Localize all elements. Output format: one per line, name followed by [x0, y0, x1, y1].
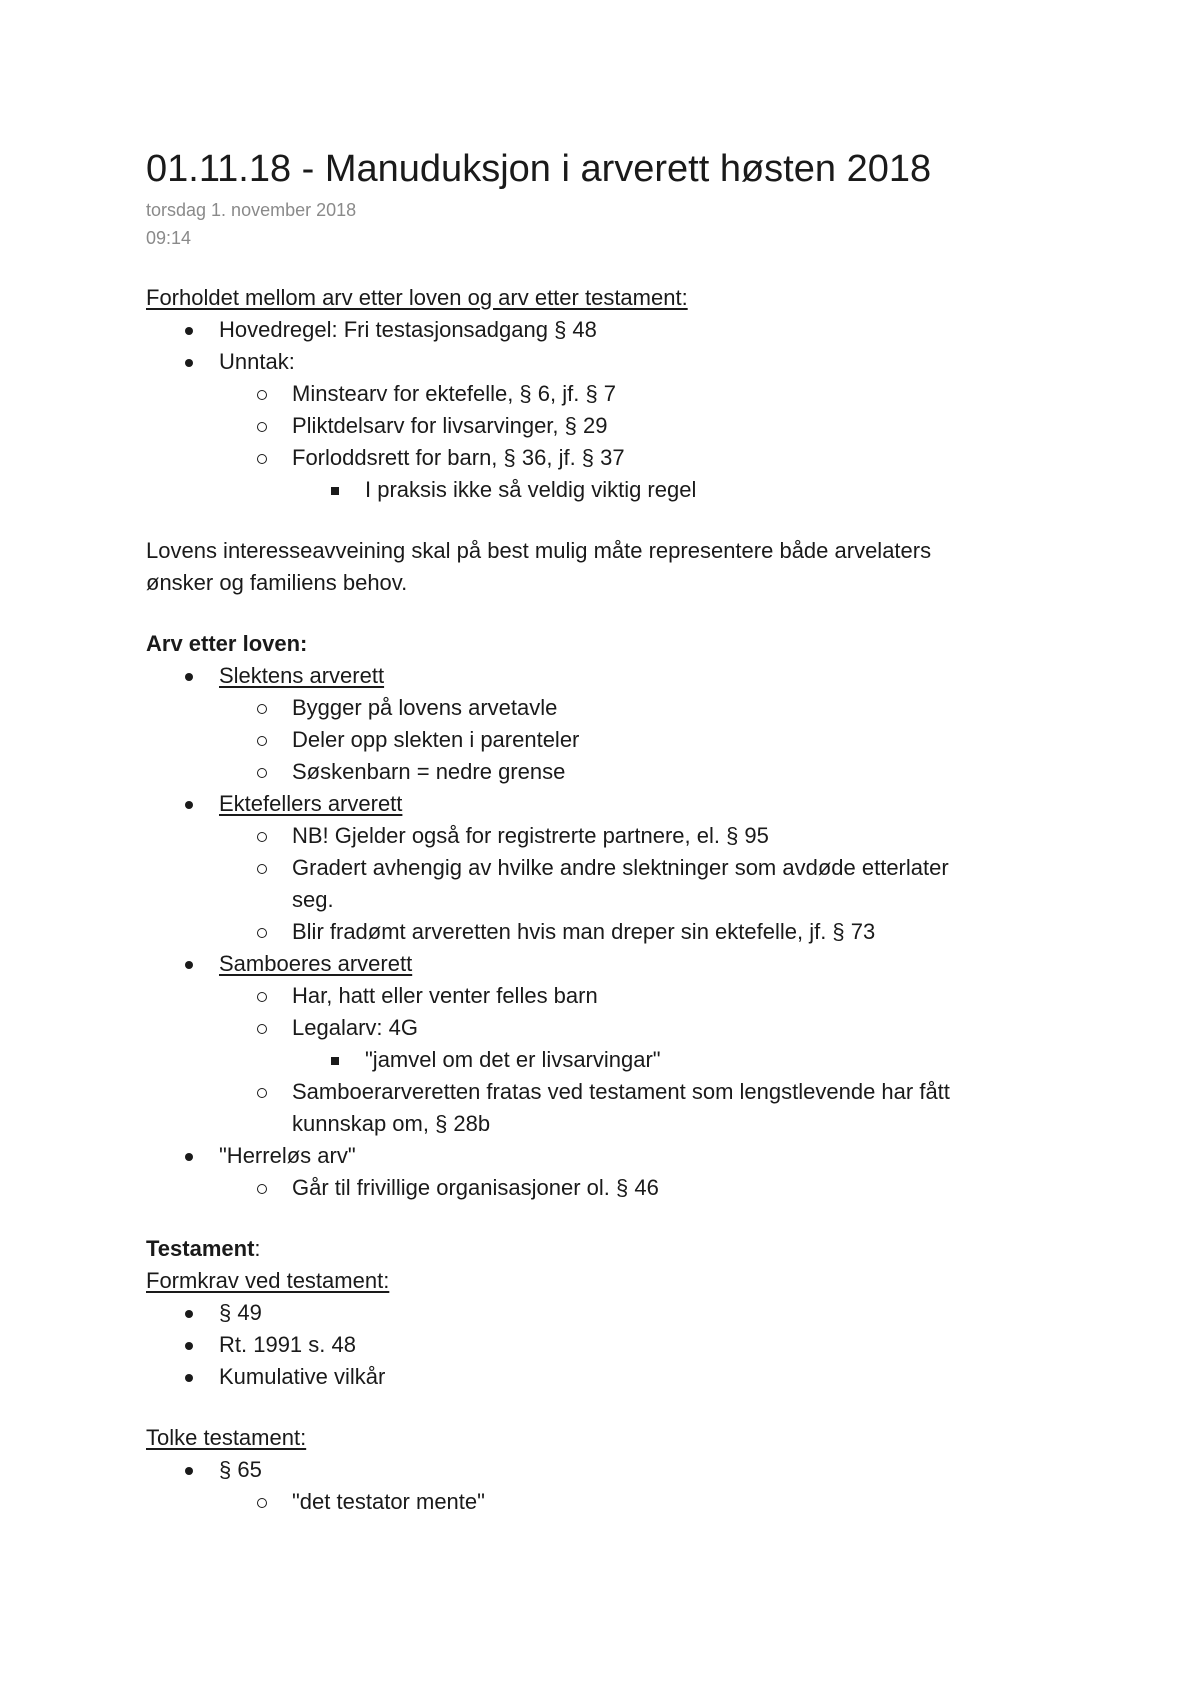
bullet-dot-icon: [185, 961, 193, 969]
bullet-dot-icon: [185, 1342, 193, 1350]
bullet-circle-icon: [257, 1088, 267, 1098]
list-item: Samboeres arverett: [146, 948, 1046, 980]
list-item: Legalarv: 4G: [146, 1012, 1046, 1044]
list-item: Unntak:: [146, 346, 1046, 378]
bullet-dot-icon: [185, 1467, 193, 1475]
list-item: "jamvel om det er livsarvingar": [146, 1044, 1046, 1076]
bullet-circle-icon: [257, 1024, 267, 1034]
list-item: Forloddsrett for barn, § 36, jf. § 37: [146, 442, 1046, 474]
list-item: Rt. 1991 s. 48: [146, 1329, 1046, 1361]
list-item: I praksis ikke så veldig viktig regel: [146, 474, 1046, 506]
bullet-circle-icon: [257, 704, 267, 714]
bullet-dot-icon: [185, 1310, 193, 1318]
section-heading: Testament:: [146, 1236, 261, 1261]
bullet-list: [146, 314, 1046, 506]
list-item-continuation: seg.: [292, 887, 334, 912]
bullet-dot-icon: [185, 673, 193, 681]
list-item: Deler opp slekten i parenteler: [146, 724, 1046, 756]
bullet-circle-icon: [257, 422, 267, 432]
bullet-dot-icon: [185, 1374, 193, 1382]
bullet-list: [146, 1297, 1046, 1393]
list-item: NB! Gjelder også for registrerte partnere, el. § 95: [146, 820, 1046, 852]
list-item: Bygger på lovens arvetavle: [146, 692, 1046, 724]
list-item: Gradert avhengig av hvilke andre slektninger som avdøde etterlater: [146, 852, 1046, 884]
list-item: Ektefellers arverett: [146, 788, 1046, 820]
bullet-circle-icon: [257, 992, 267, 1002]
bullet-circle-icon: [257, 928, 267, 938]
bullet-circle-icon: [257, 864, 267, 874]
note-content: [146, 282, 1046, 1518]
bullet-list: [146, 660, 1046, 1204]
bullet-circle-icon: [257, 832, 267, 842]
list-item: Slektens arverett: [146, 660, 1046, 692]
list-item: "Herreløs arv": [146, 1140, 1046, 1172]
list-item: Søskenbarn = nedre grense: [146, 756, 1046, 788]
bullet-dot-icon: [185, 359, 193, 367]
bullet-circle-icon: [257, 1184, 267, 1194]
list-item: Samboerarveretten fratas ved testament som lengstlevende har fått: [146, 1076, 1046, 1108]
paragraph-line: Lovens interesseavveining skal på best mulig måte representere både arvelaters: [146, 538, 932, 563]
list-item-continuation: kunnskap om, § 28b: [292, 1111, 491, 1136]
subsection-heading: Tolke testament:: [146, 1425, 307, 1450]
bullet-list: [146, 1454, 1046, 1518]
bullet-circle-icon: [257, 1498, 267, 1508]
paragraph-line: ønsker og familiens behov.: [146, 570, 408, 595]
page-time: 09:14: [146, 228, 192, 248]
list-item: Går til frivillige organisasjoner ol. § 46: [146, 1172, 1046, 1204]
page-date: torsdag 1. november 2018: [146, 200, 357, 220]
section-heading: Arv etter loven:: [146, 631, 308, 656]
bullet-circle-icon: [257, 454, 267, 464]
list-item: Kumulative vilkår: [146, 1361, 1046, 1393]
list-item: Har, hatt eller venter felles barn: [146, 980, 1046, 1012]
section-heading: Forholdet mellom arv etter loven og arv etter testament:: [146, 285, 688, 310]
list-item: "det testator mente": [146, 1486, 1046, 1518]
bullet-square-icon: [331, 1057, 339, 1065]
list-item: Hovedregel: Fri testasjonsadgang § 48: [146, 314, 1046, 346]
bullet-dot-icon: [185, 1153, 193, 1161]
bullet-dot-icon: [185, 801, 193, 809]
bullet-circle-icon: [257, 768, 267, 778]
bullet-circle-icon: [257, 736, 267, 746]
page-title: 01.11.18 - Manuduksjon i arverett høsten 2018: [146, 148, 932, 190]
bullet-dot-icon: [185, 327, 193, 335]
list-item: Blir fradømt arveretten hvis man dreper sin ektefelle, jf. § 73: [146, 916, 1046, 948]
list-item: Pliktdelsarv for livsarvinger, § 29: [146, 410, 1046, 442]
list-item: § 49: [146, 1297, 1046, 1329]
bullet-circle-icon: [257, 390, 267, 400]
list-item: Minstearv for ektefelle, § 6, jf. § 7: [146, 378, 1046, 410]
list-item: § 65: [146, 1454, 1046, 1486]
subsection-heading: Formkrav ved testament:: [146, 1268, 390, 1293]
bullet-square-icon: [331, 487, 339, 495]
